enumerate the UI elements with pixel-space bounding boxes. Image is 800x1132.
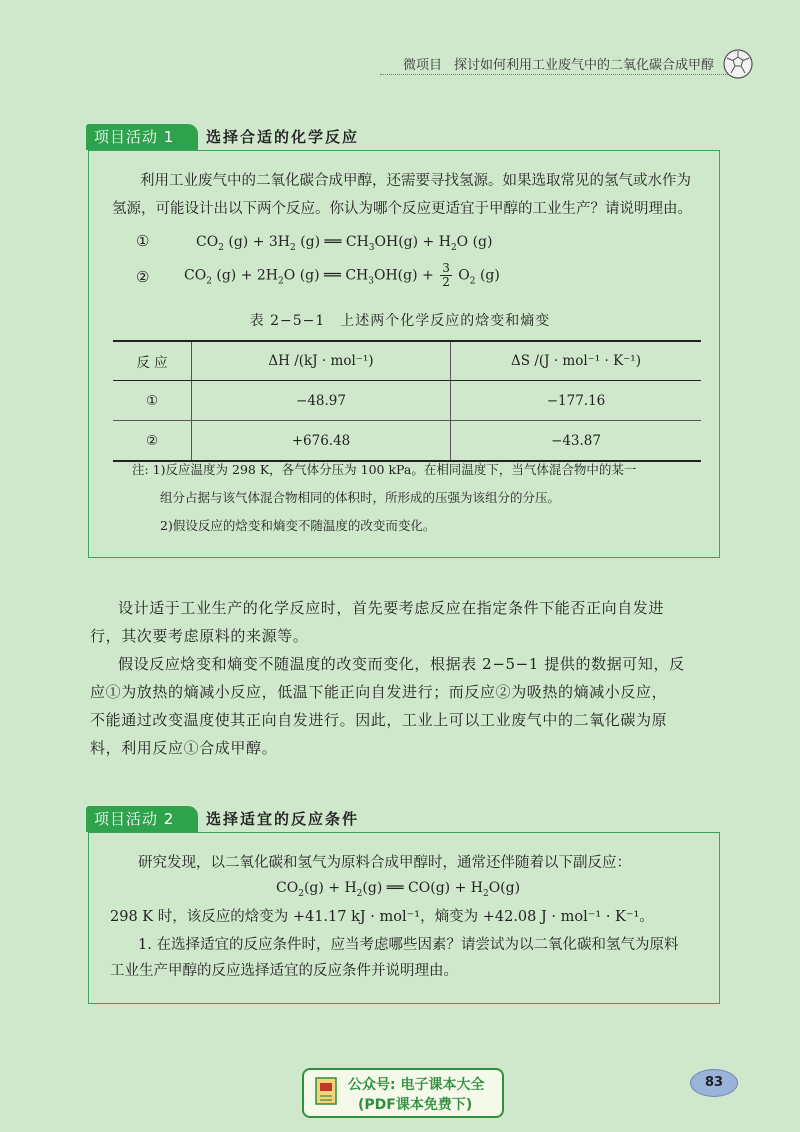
table-note-1b: 组分占据与该气体混合物相同的体积时，所形成的压强为该组分的分压。 [160, 490, 561, 505]
reaction2-label: ② [136, 268, 150, 286]
side-reaction-equation: $CO_2(g) + H_2(g)$ ══ $CO(g) + H_2O(g)$ [276, 880, 521, 899]
table-cell: −43.87 [451, 421, 702, 462]
table-cell: −177.16 [451, 381, 702, 421]
activity2-badge: 项目活动 2 [86, 806, 198, 832]
table-row [113, 421, 701, 462]
enthalpy-entropy-table [113, 340, 701, 462]
discussion-p2-line4: 料，利用反应①合成甲醇。 [90, 739, 278, 757]
table-note-2: 2)假设反应的焓变和熵变不随温度的改变而变化。 [160, 518, 436, 533]
activity2-line3: 298 K 时，该反应的焓变为 +41.17 kJ · mol⁻¹，熵变为 +42.08 J · mol⁻¹ · K⁻¹。 [110, 909, 654, 925]
table-header-ds: ΔS /(J · mol⁻¹ · K⁻¹) [451, 341, 702, 381]
discussion-p1-line1: 设计适于工业生产的化学反应时，首先要考虑反应在指定条件下能否正向自发进 [118, 599, 665, 617]
header-divider [380, 74, 730, 75]
stamp-line2: (PDF课本免费下) [358, 1097, 473, 1113]
table-cell: +676.48 [192, 421, 451, 462]
activity2-title: 选择适宜的反应条件 [206, 806, 379, 833]
reaction1-label: ① [136, 232, 150, 250]
discussion-p2-line2: 应①为放热的熵减小反应，低温下能正向自发进行；而反应②为吸热的熵减小反应， [90, 683, 668, 701]
fullerene-icon [722, 48, 754, 80]
discussion-p1-line2: 行，其次要考虑原料的来源等。 [90, 627, 309, 645]
table-note-1a: 注: 1)反应温度为 298 K，各气体分压为 100 kPa。在相同温度下，当气体混合物中的某一 [132, 462, 637, 477]
reaction1-equation: $CO_2$ $(g) + 3H_2$ (g) ══ $CH_3OH(g) + H_2O$ (g) [196, 234, 493, 253]
table-header-dh: ΔH /(kJ · mol⁻¹) [192, 341, 451, 381]
activity1-title: 选择合适的化学反应 [206, 124, 379, 151]
header-title: 探讨如何利用工业废气中的二氧化碳合成甲醇 [453, 58, 714, 73]
discussion-p2-line1: 假设反应焓变和熵变不随温度的改变而变化，根据表 2−5−1 提供的数据可知，反 [118, 655, 685, 673]
activity1-badge: 项目活动 1 [86, 124, 198, 150]
discussion-p2-line3: 不能通过改变温度使其正向自发进行。因此，工业上可以工业废气中的二氧化碳为原 [90, 711, 668, 729]
table-cell: ② [113, 421, 192, 462]
book-icon [314, 1076, 340, 1108]
stamp-line1: 公众号: 电子课本大全 [348, 1077, 485, 1093]
table-cell: −48.97 [192, 381, 451, 421]
page-number: 83 [690, 1069, 738, 1097]
table-header-reaction: 反 应 [113, 341, 192, 381]
table-caption: 表 2−5−1 上述两个化学反应的焓变和熵变 [249, 313, 551, 329]
table-cell: ① [113, 381, 192, 421]
activity1-intro-1: 利用工业废气中的二氧化碳合成甲醇，还需要寻找氢源。如果选取常见的氢气或水作为 [140, 173, 691, 189]
activity2-question-line1: 1. 在选择适宜的反应条件时，应当考虑哪些因素？请尝试为以二氧化碳和氢气为原料 [138, 937, 679, 953]
header-section: 微项目 [402, 58, 442, 73]
running-header [403, 54, 714, 73]
activity2-line1: 研究发现，以二氧化碳和氢气为原料合成甲醇时，通常还伴随着以下副反应： [138, 855, 631, 871]
activity1-intro-2: 氢源，可能设计出以下两个反应。你认为哪个反应更适宜于甲醇的工业生产？请说明理由。 [112, 201, 692, 217]
watermark-stamp [302, 1068, 504, 1118]
reaction2-equation: $CO_2$ $(g) + 2H_2O$ (g) ══ $CH_3OH(g)$ + $\frac{3}{2}$ $O_2$ (g) [184, 261, 500, 289]
activity2-question-line2: 工业生产甲醇的反应选择适宜的反应条件并说明理由。 [110, 963, 458, 979]
table-row [113, 381, 701, 421]
